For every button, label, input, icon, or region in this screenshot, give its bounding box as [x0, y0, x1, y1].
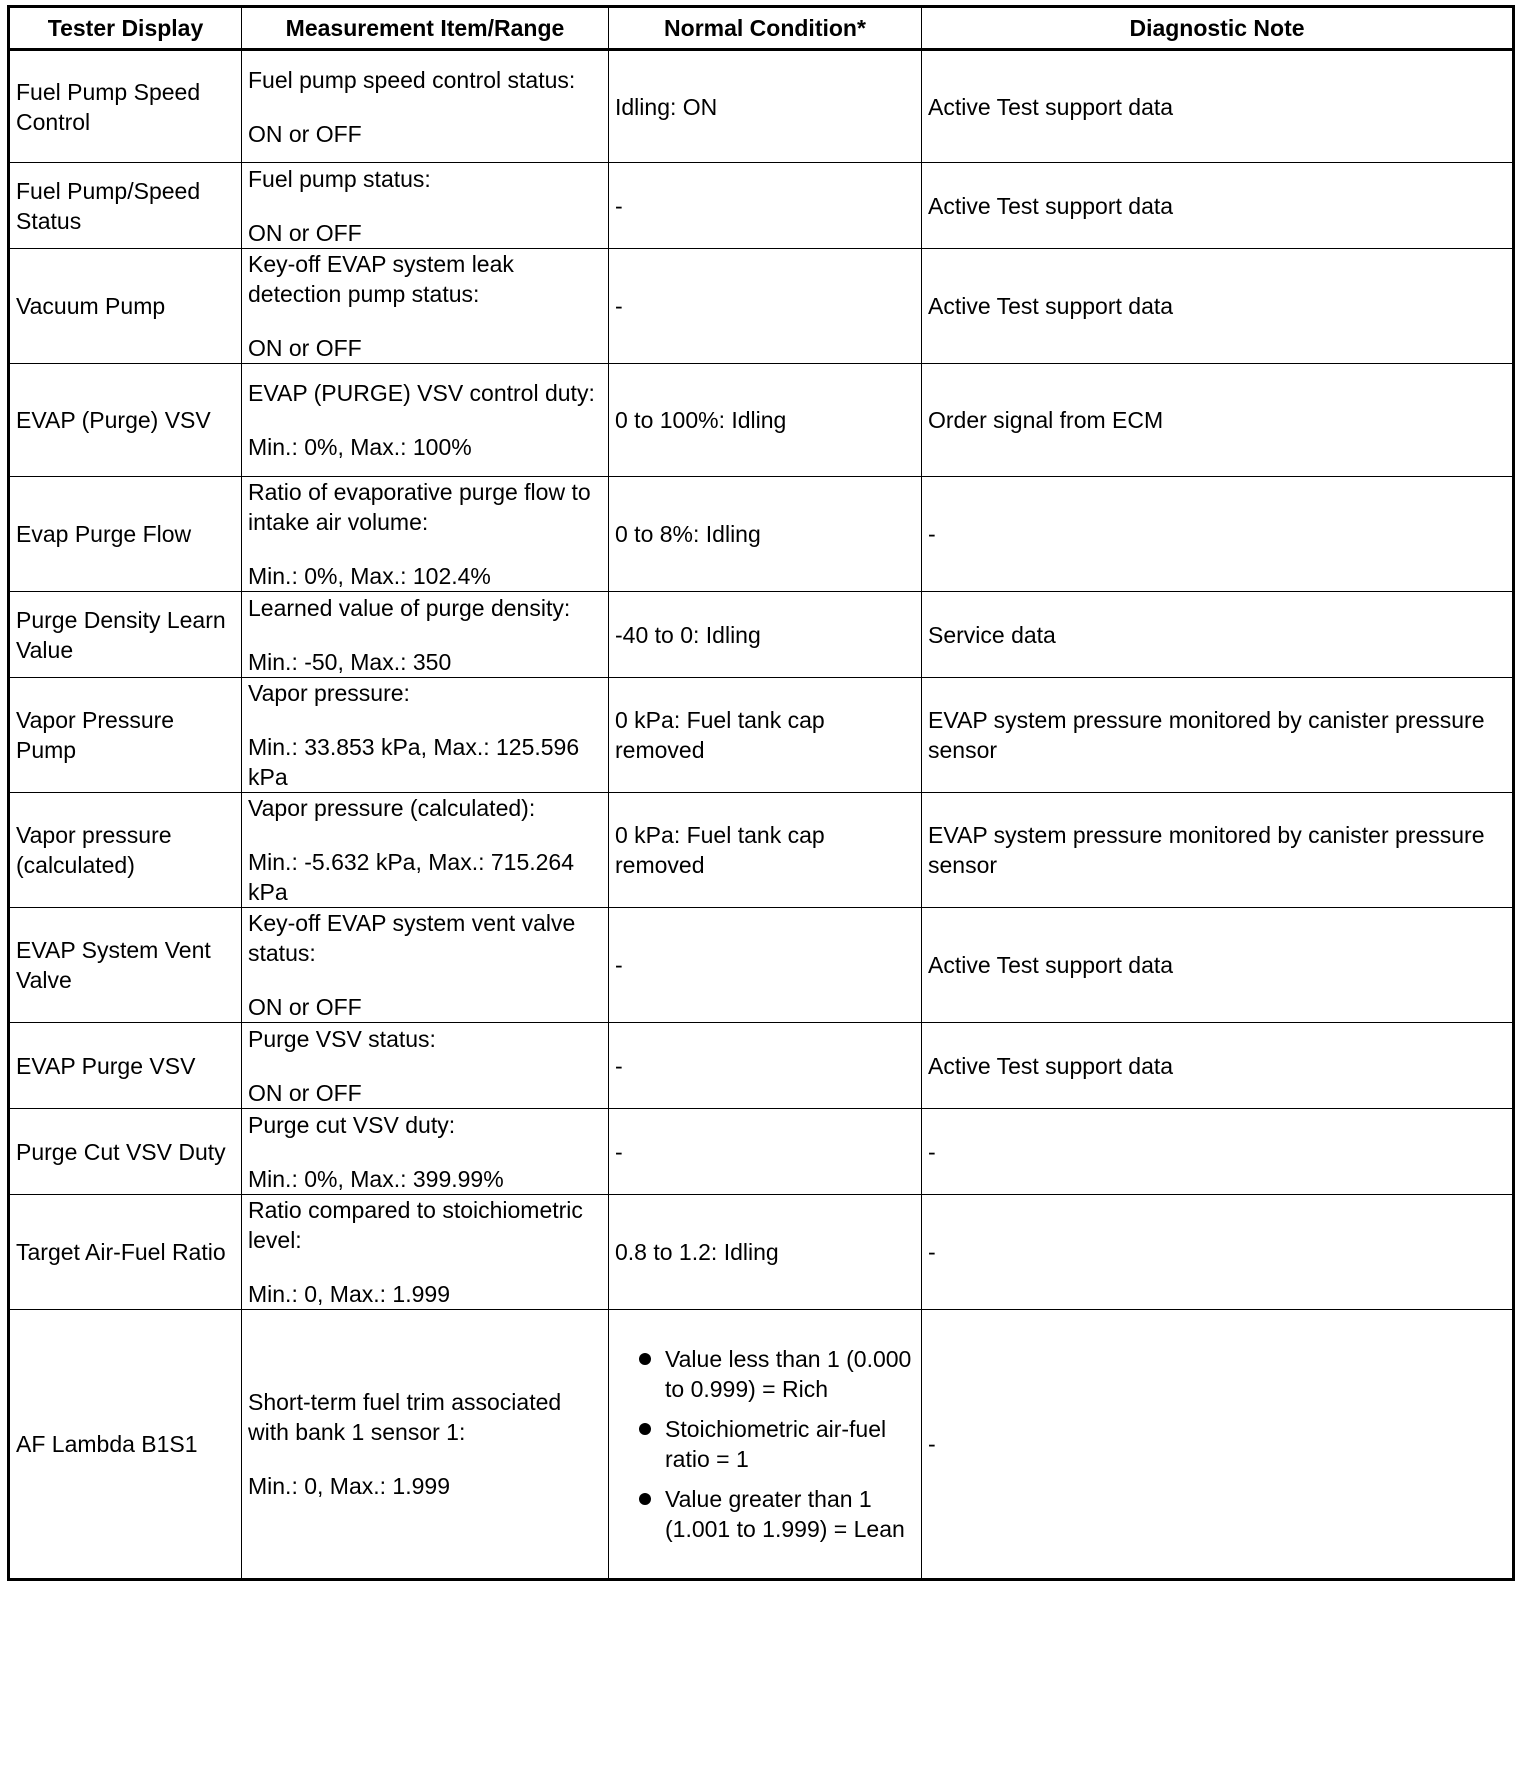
diagnostic-note-cell: Active Test support data	[922, 50, 1514, 163]
table-row	[9, 364, 1514, 477]
measurement-item: EVAP (PURGE) VSV control duty:	[248, 380, 595, 406]
tester-display-cell: Evap Purge Flow	[9, 477, 242, 592]
table-row	[9, 1023, 1514, 1109]
tester-display-cell: Purge Density Learn Value	[9, 592, 242, 678]
tester-display-cell: EVAP (Purge) VSV	[9, 364, 242, 477]
measurement-range: Min.: -5.632 kPa, Max.: 715.264 kPa	[248, 849, 575, 905]
diagnostic-note-cell: Active Test support data	[922, 908, 1514, 1023]
header-tester-display: Tester Display	[9, 7, 242, 50]
measurement-range: Min.: 0, Max.: 1.999	[248, 1281, 450, 1307]
header-row	[9, 7, 1514, 50]
diagnostic-note-cell: EVAP system pressure monitored by canister pressure sensor	[922, 793, 1514, 908]
header-measurement-item-range: Measurement Item/Range	[242, 7, 609, 50]
tester-display-cell: Fuel Pump/Speed Status	[9, 163, 242, 249]
measurement-item: Vapor pressure:	[248, 680, 410, 706]
measurement-item: Fuel pump status:	[248, 165, 431, 192]
normal-condition-cell: 0 kPa: Fuel tank cap removed	[609, 678, 922, 793]
diagnostic-note-cell: Service data	[922, 592, 1514, 678]
measurement-item: Learned value of purge density:	[248, 594, 571, 621]
header-normal-condition: Normal Condition*	[609, 7, 922, 50]
diagnostic-note-cell: Active Test support data	[922, 163, 1514, 249]
diagnostic-note-cell: -	[922, 1195, 1514, 1310]
tester-display-cell: Vapor pressure (calculated)	[9, 793, 242, 908]
measurement-item: Short-term fuel trim associated with bank 1 sensor 1:	[248, 1389, 562, 1445]
normal-condition-cell: -	[609, 1023, 922, 1109]
measurement-range: Min.: 0%, Max.: 102.4%	[248, 563, 491, 589]
normal-condition-cell: 0.8 to 1.2: Idling	[609, 1195, 922, 1310]
measurement-cell	[242, 592, 609, 678]
measurement-cell	[242, 364, 609, 477]
measurement-cell	[242, 908, 609, 1023]
tester-display-cell: EVAP Purge VSV	[9, 1023, 242, 1109]
measurement-range: ON or OFF	[248, 994, 362, 1020]
measurement-cell	[242, 249, 609, 364]
diagnostic-note-cell: Order signal from ECM	[922, 364, 1514, 477]
table-row	[9, 1195, 1514, 1310]
measurement-range: ON or OFF	[248, 1079, 362, 1106]
diagnostic-note-cell: -	[922, 1310, 1514, 1580]
tester-display-cell: Purge Cut VSV Duty	[9, 1109, 242, 1195]
normal-condition-cell: -	[609, 908, 922, 1023]
measurement-range: ON or OFF	[248, 219, 362, 246]
measurement-range: ON or OFF	[248, 335, 362, 361]
measurement-item: Key-off EVAP system vent valve status:	[248, 910, 576, 966]
measurement-cell	[242, 1023, 609, 1109]
tester-display-cell: Fuel Pump Speed Control	[9, 50, 242, 163]
diagnostic-note-cell: EVAP system pressure monitored by canister pressure sensor	[922, 678, 1514, 793]
normal-condition-cell: -40 to 0: Idling	[609, 592, 922, 678]
measurement-cell	[242, 477, 609, 592]
normal-condition-cell: -	[609, 249, 922, 364]
tester-display-cell: Vapor Pressure Pump	[9, 678, 242, 793]
table-row	[9, 163, 1514, 249]
tester-display-cell: EVAP System Vent Valve	[9, 908, 242, 1023]
diagnostic-note-cell: Active Test support data	[922, 1023, 1514, 1109]
measurement-item: Key-off EVAP system leak detection pump status:	[248, 251, 514, 307]
measurement-item: Purge VSV status:	[248, 1025, 436, 1052]
measurement-range: Min.: 0%, Max.: 100%	[248, 434, 472, 460]
measurement-range: Min.: 0, Max.: 1.999	[248, 1473, 450, 1499]
diagnostic-note-cell: -	[922, 1109, 1514, 1195]
tester-display-cell: Vacuum Pump	[9, 249, 242, 364]
table-row	[9, 50, 1514, 163]
normal-condition-cell: -	[609, 163, 922, 249]
tester-display-cell: Target Air-Fuel Ratio	[9, 1195, 242, 1310]
table-row	[9, 592, 1514, 678]
diagnostic-note-cell: -	[922, 477, 1514, 592]
measurement-range: Min.: 0%, Max.: 399.99%	[248, 1165, 504, 1192]
table-row	[9, 477, 1514, 592]
normal-condition-cell: 0 kPa: Fuel tank cap removed	[609, 793, 922, 908]
measurement-range: Min.: 33.853 kPa, Max.: 125.596 kPa	[248, 734, 580, 790]
measurement-cell	[242, 1195, 609, 1310]
normal-condition-cell: 0 to 8%: Idling	[609, 477, 922, 592]
measurement-cell	[242, 793, 609, 908]
table-row	[9, 249, 1514, 364]
header-diagnostic-note: Diagnostic Note	[922, 7, 1514, 50]
normal-condition-cell	[609, 1310, 922, 1580]
normal-condition-cell: -	[609, 1109, 922, 1195]
measurement-cell	[242, 1310, 609, 1580]
measurement-item: Ratio of evaporative purge flow to intake air volume:	[248, 479, 591, 535]
tester-display-cell: AF Lambda B1S1	[9, 1310, 242, 1580]
measurement-item: Ratio compared to stoichiometric level:	[248, 1197, 583, 1253]
measurement-item: Purge cut VSV duty:	[248, 1111, 456, 1138]
measurement-item: Fuel pump speed control status:	[248, 66, 576, 93]
measurement-item: Vapor pressure (calculated):	[248, 795, 536, 821]
table-row	[9, 1310, 1514, 1580]
list-item: Value less than 1 (0.000 to 0.999) = Rich	[625, 1344, 915, 1404]
diagnostic-note-cell: Active Test support data	[922, 249, 1514, 364]
data-list-table	[7, 5, 1515, 1581]
measurement-cell	[242, 50, 609, 163]
measurement-cell	[242, 1109, 609, 1195]
normal-condition-cell: Idling: ON	[609, 50, 922, 163]
measurement-cell	[242, 678, 609, 793]
list-item: Value greater than 1 (1.001 to 1.999) = Lean	[625, 1484, 915, 1544]
measurement-range: ON or OFF	[248, 120, 362, 147]
table-row	[9, 1109, 1514, 1195]
measurement-range: Min.: -50, Max.: 350	[248, 648, 452, 675]
normal-condition-cell: 0 to 100%: Idling	[609, 364, 922, 477]
measurement-cell	[242, 163, 609, 249]
table-row	[9, 908, 1514, 1023]
normal-condition-list	[615, 1344, 915, 1544]
list-item: Stoichiometric air-fuel ratio = 1	[625, 1414, 915, 1474]
table-row	[9, 793, 1514, 908]
table-row	[9, 678, 1514, 793]
